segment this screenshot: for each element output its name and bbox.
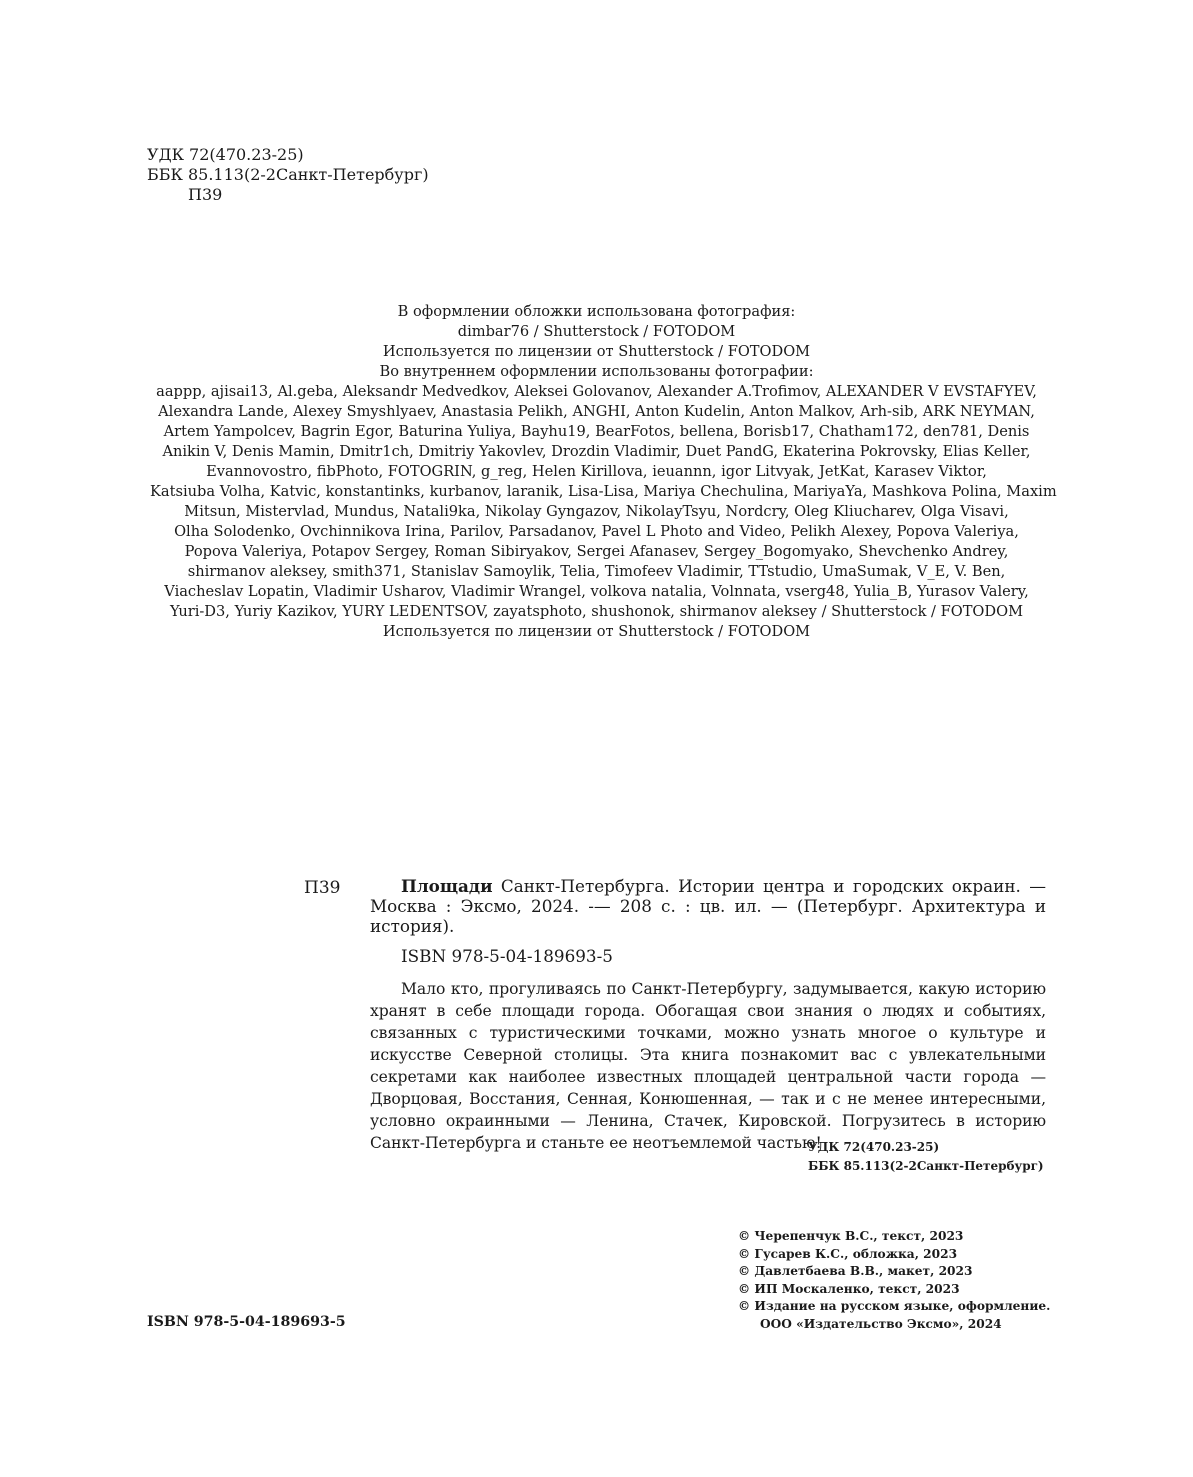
- credit-line: Anikin V, Denis Mamin, Dmitr1ch, Dmitriy Yakovlev, Drozdin Vladimir, Duet PandG, Ekaterina Pokrovsky, Elias Keller,: [162, 443, 1031, 460]
- classification-top: [147, 145, 429, 205]
- copyright-line: © Давлетбаева В.В., макет, 2023: [738, 1264, 973, 1279]
- bbk-code: ББК 85.113(2-2Санкт-Петербург): [147, 165, 429, 184]
- credit-line: Используется по лицензии от Shutterstock / FOTODOM: [382, 623, 811, 640]
- credit-line: Artem Yampolcev, Bagrin Egor, Baturina Yuliya, Bayhu19, BearFotos, bellena, Borisb17, Chatham172, den781, Denis: [163, 423, 1030, 440]
- bibliographic-description: [370, 876, 1046, 936]
- isbn-bottom: ISBN 978-5-04-189693-5: [147, 1314, 346, 1330]
- book-description: Санкт-Петербурга. Истории центра и городских окраин. — Москва : Эксмо, 2024. -— 208 с. : цв. ил. — (Петербург. Архитектура и история).: [370, 876, 1046, 936]
- author-sign: П39: [188, 185, 223, 204]
- copyright-block: [738, 1228, 1050, 1334]
- credit-line: Popova Valeriya, Potapov Sergey, Roman Sibiryakov, Sergei Afanasev, Sergey_Bogomyako, Shevchenko Andrey,: [184, 543, 1009, 560]
- credit-line: Katsiuba Volha, Katvic, konstantinks, kurbanov, laranik, Lisa-Lisa, Mariya Chechulina, MariyaYa, Mashkova Polina, Maxim: [150, 483, 1057, 500]
- entry-isbn: ISBN 978-5-04-189693-5: [401, 946, 613, 966]
- credit-line: Во внутреннем оформлении использованы фотографии:: [379, 363, 814, 380]
- copyright-line: © Издание на русском языке, оформление.: [738, 1299, 1051, 1314]
- publisher-line: ООО «Издательство Эксмо», 2024: [760, 1316, 1002, 1331]
- credit-line: Используется по лицензии от Shutterstock / FOTODOM: [382, 343, 811, 360]
- book-title: Площади: [401, 876, 493, 896]
- bbk-code: ББК 85.113(2-2Санкт-Петербург): [808, 1159, 1044, 1173]
- classification-bottom: [808, 1138, 1044, 1176]
- udk-code: УДК 72(470.23-25): [808, 1140, 940, 1154]
- credit-line: shirmanov aleksey, smith371, Stanislav Samoylik, Telia, Timofeev Vladimir, TTstudio, UmaSumak, V_E, V. Ben,: [187, 563, 1006, 580]
- credit-line: Viacheslav Lopatin, Vladimir Usharov, Vladimir Wrangel, volkova natalia, Volnnata, vserg48, Yulia_B, Yurasov Valery,: [164, 583, 1029, 600]
- photo-credits: [150, 302, 1057, 642]
- credit-line: Mitsun, Mistervlad, Mundus, Natali9ka, Nikolay Gyngazov, NikolayTsyu, Nordcry, Oleg Kliucharev, Olga Visavi,: [184, 503, 1009, 520]
- credit-line: Alexandra Lande, Alexey Smyshlyaev, Anastasia Pelikh, ANGHI, Anton Kudelin, Anton Malkov, Arh-sib, ARK NEYMAN,: [158, 403, 1035, 420]
- udk-code: УДК 72(470.23-25): [147, 145, 304, 164]
- credit-line: Olha Solodenko, Ovchinnikova Irina, Parilov, Parsadanov, Pavel L Photo and Video, Pelikh Alexey, Popova Valeriya,: [174, 523, 1019, 540]
- catalog-code: П39: [304, 878, 341, 898]
- credit-line: Evannovostro, fibPhoto, FOTOGRIN, g_reg, Helen Kirillova, ieuannn, igor Litvyak, JetKat, Karasev Viktor,: [206, 463, 987, 480]
- catalog-entry: [370, 876, 1046, 1154]
- copyright-line: © Черепенчук В.С., текст, 2023: [738, 1229, 964, 1243]
- credit-line: dimbar76 / Shutterstock / FOTODOM: [457, 323, 736, 340]
- credit-line: В оформлении обложки использована фотография:: [397, 303, 796, 320]
- annotation: Мало кто, прогуливаясь по Санкт-Петербургу, задумывается, какую историю хранят в себе площади города. Обогащая свои знания о людях и событиях, связанных с туристическими точками, можно узнать многое о культуре и искусстве Северной столицы. Эта книга познакомит вас с увлекательными секретами как наиболее известных площадей центральной части города — Дворцовая, Восстания, Сенная, Конюшенная, — так и с не менее интересными, условно окраинными — Ленина, Стачек, Кировской. Погрузитесь в историю Санкт-Петербурга и станьте ее неотъемлемой частью!: [370, 980, 1046, 1152]
- copyright-line: © ИП Москаленко, текст, 2023: [738, 1281, 960, 1296]
- copyright-line: © Гусарев К.С., обложка, 2023: [738, 1246, 958, 1261]
- credit-line: Yuri-D3, Yuriy Kazikov, YURY LEDENTSOV, zayatsphoto, shushonok, shirmanov aleksey / Shutterstock / FOTODOM: [169, 603, 1024, 620]
- credit-line: aappp, ajisai13, Al.geba, Aleksandr Medvedkov, Aleksei Golovanov, Alexander A.Trofimov, ALEXANDER V EVSTAFYEV,: [156, 383, 1037, 400]
